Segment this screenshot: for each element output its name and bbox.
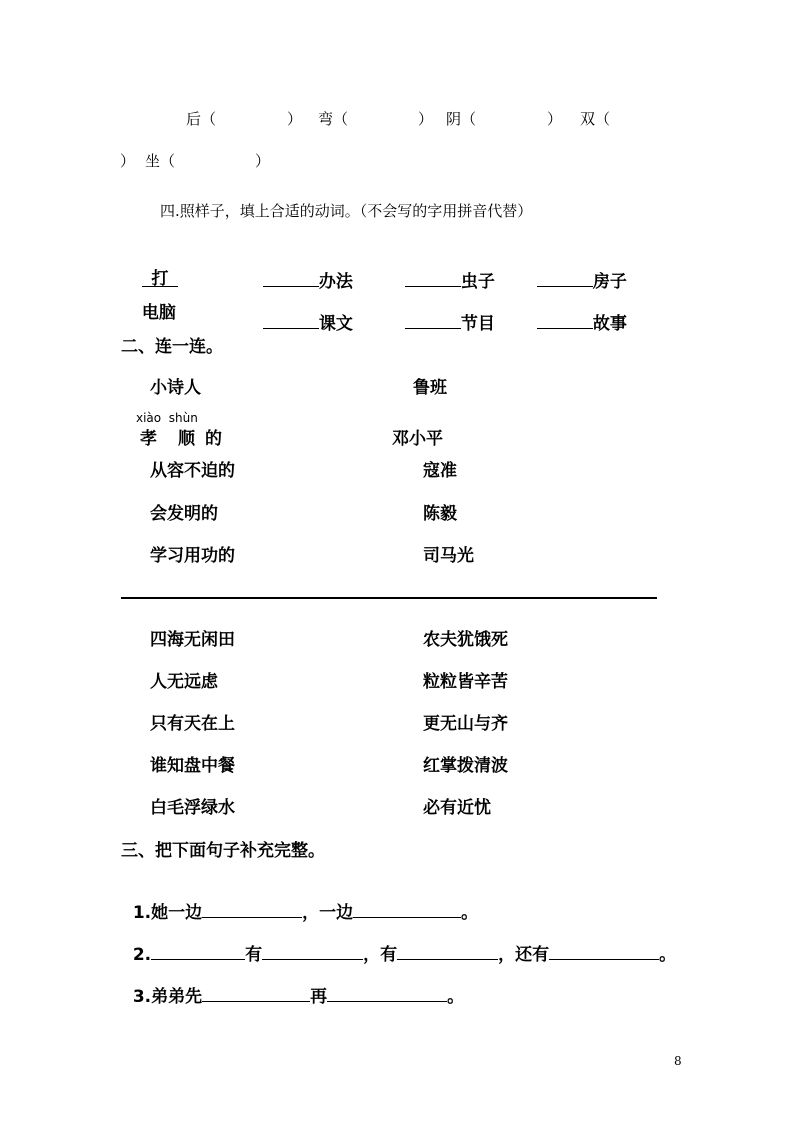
section-2-title: 二、连一连。 <box>121 337 223 357</box>
verb-blank[interactable] <box>405 271 461 287</box>
verb-item: 课文 <box>251 296 353 333</box>
match-right-item[interactable]: 司马光 <box>423 546 474 566</box>
page-number: 8 <box>674 1054 682 1068</box>
sentence-blank[interactable] <box>353 902 461 918</box>
antonym-blank-close: ） <box>547 110 563 128</box>
verb-item: 办法 <box>251 254 353 291</box>
verb-item: 虫子 <box>393 254 495 291</box>
verb-item: 房子 <box>525 254 627 291</box>
match-left-item[interactable]: 学习用功的 <box>150 546 235 566</box>
verb-blank[interactable] <box>263 271 319 287</box>
poem-right-item[interactable]: 更无山与齐 <box>423 714 508 734</box>
antonym-yin: 阴（ <box>446 110 477 128</box>
section-4-title: 四.照样子，填上合适的动词。（不会写的字用拼音代替） <box>160 202 533 220</box>
antonym-blank-close: ） <box>255 152 271 170</box>
antonym-hou: 后（ <box>186 110 217 128</box>
poem-right-item[interactable]: 粒粒皆辛苦 <box>423 672 508 692</box>
poem-right-item[interactable]: 必有近忧 <box>423 798 491 818</box>
pinyin-xiaoshun: xiào shùn <box>136 411 198 425</box>
verb-item: 节目 <box>393 296 495 333</box>
antonym-zuo: 坐（ <box>145 152 176 170</box>
example-item <box>130 254 178 322</box>
verb-blank[interactable] <box>537 313 593 329</box>
sentence-3: 3.弟弟先 再 。 <box>132 987 465 1007</box>
match-right-item[interactable]: 陈毅 <box>423 504 457 524</box>
antonym-blank-close: ） <box>287 110 303 128</box>
match-right-item[interactable]: 鲁班 <box>413 378 447 398</box>
match-left-item-de[interactable]: 的 <box>205 429 222 449</box>
sentence-blank[interactable] <box>397 944 498 960</box>
example-noun: 电脑 <box>141 303 176 323</box>
match-right-item[interactable]: 寇准 <box>423 461 457 481</box>
sentence-blank[interactable] <box>327 986 447 1002</box>
example-verb: 打 <box>142 271 178 287</box>
sentence-blank[interactable] <box>549 944 659 960</box>
match-left-item[interactable]: 小诗人 <box>150 378 201 398</box>
match-right-item[interactable]: 邓小平 <box>392 429 443 449</box>
sentence-blank[interactable] <box>151 944 245 960</box>
sentence-blank[interactable] <box>202 986 310 1002</box>
poem-left-item[interactable]: 人无远虑 <box>150 672 218 692</box>
verb-item: 故事 <box>525 296 627 333</box>
match-left-item[interactable]: 会发明的 <box>150 504 218 524</box>
sentence-1: 1.她一边 ，一边 。 <box>132 903 479 923</box>
poem-left-item[interactable]: 白毛浮绿水 <box>150 798 235 818</box>
antonym-blank-close: ） <box>418 110 434 128</box>
match-left-item[interactable]: 从容不迫的 <box>150 461 235 481</box>
poem-left-item[interactable]: 四海无闲田 <box>150 630 235 650</box>
sentence-blank[interactable] <box>202 902 302 918</box>
antonym-wan: 弯（ <box>318 110 349 128</box>
divider <box>121 597 657 599</box>
match-left-item-xiao[interactable]: 孝 <box>140 429 157 449</box>
sentence-2: 2. 有 ，有 ，还有 。 <box>132 945 677 965</box>
verb-blank[interactable] <box>263 313 319 329</box>
poem-left-item[interactable]: 谁知盘中餐 <box>150 756 235 776</box>
antonym-shuang: 双（ <box>580 110 611 128</box>
match-left-item-shun[interactable]: 顺 <box>178 429 195 449</box>
sentence-blank[interactable] <box>262 944 363 960</box>
verb-blank[interactable] <box>537 271 593 287</box>
antonym-blank-close: ） <box>120 152 136 170</box>
poem-right-item[interactable]: 农夫犹饿死 <box>423 630 508 650</box>
poem-right-item[interactable]: 红掌拨清波 <box>423 756 508 776</box>
poem-left-item[interactable]: 只有天在上 <box>150 714 235 734</box>
verb-blank[interactable] <box>405 313 461 329</box>
section-3-title: 三、把下面句子补充完整。 <box>121 841 325 861</box>
